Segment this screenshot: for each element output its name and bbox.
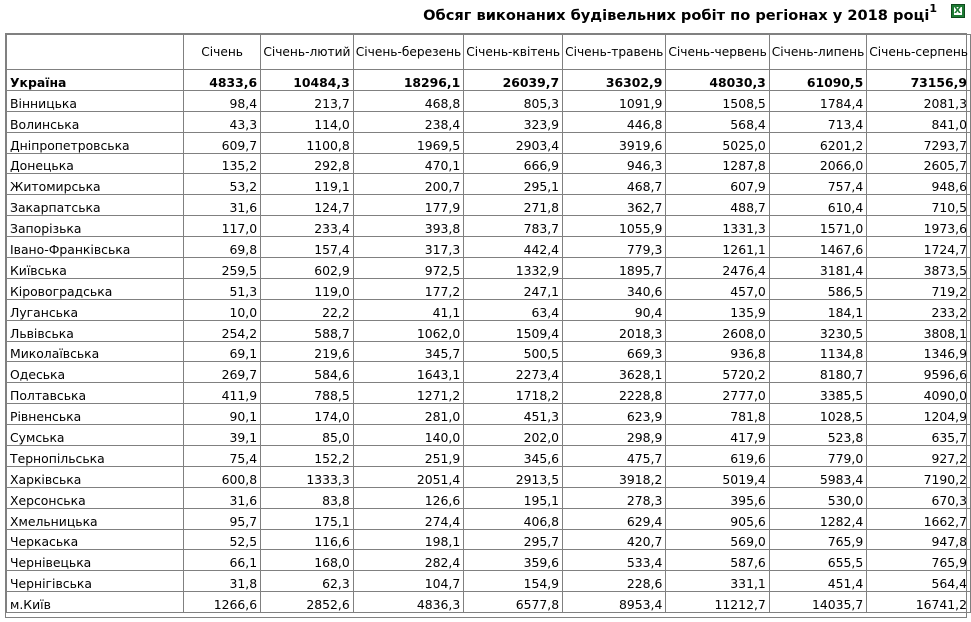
value-cell: 3230,5 xyxy=(769,320,866,341)
region-name: Черкаська xyxy=(7,529,184,550)
value-cell: 4090,0 xyxy=(867,383,971,404)
region-name: Сумська xyxy=(7,425,184,446)
value-cell: 41,1 xyxy=(353,299,464,320)
value-cell: 140,0 xyxy=(353,425,464,446)
value-cell: 295,1 xyxy=(464,174,563,195)
value-cell: 1287,8 xyxy=(666,153,769,174)
value-cell: 254,2 xyxy=(184,320,261,341)
value-cell: 946,3 xyxy=(563,153,666,174)
region-name: Кіровоградська xyxy=(7,278,184,299)
column-header: Січень-квітень xyxy=(464,35,563,70)
value-cell: 48030,3 xyxy=(666,70,769,91)
value-cell: 779,3 xyxy=(563,237,666,258)
title-footnote-link[interactable]: 1 xyxy=(929,2,937,15)
table-row xyxy=(7,383,971,404)
value-cell: 713,4 xyxy=(769,111,866,132)
value-cell: 417,9 xyxy=(666,425,769,446)
title-bar xyxy=(0,0,971,30)
value-cell: 635,7 xyxy=(867,425,971,446)
value-cell: 442,4 xyxy=(464,237,563,258)
value-cell: 43,3 xyxy=(184,111,261,132)
value-cell: 340,6 xyxy=(563,278,666,299)
value-cell: 5720,2 xyxy=(666,362,769,383)
value-cell: 116,6 xyxy=(261,529,354,550)
table-row xyxy=(7,341,971,362)
value-cell: 62,3 xyxy=(261,571,354,592)
table-row xyxy=(7,362,971,383)
region-name: Львівська xyxy=(7,320,184,341)
value-cell: 61090,5 xyxy=(769,70,866,91)
value-cell: 2018,3 xyxy=(563,320,666,341)
value-cell: 278,3 xyxy=(563,487,666,508)
value-cell: 765,9 xyxy=(769,529,866,550)
region-name: Луганська xyxy=(7,299,184,320)
region-name: Івано-Франківська xyxy=(7,237,184,258)
value-cell: 586,5 xyxy=(769,278,866,299)
value-cell: 972,5 xyxy=(353,258,464,279)
value-cell: 670,3 xyxy=(867,487,971,508)
value-cell: 295,7 xyxy=(464,529,563,550)
value-cell: 602,9 xyxy=(261,258,354,279)
value-cell: 198,1 xyxy=(353,529,464,550)
value-cell: 936,8 xyxy=(666,341,769,362)
table-row xyxy=(7,571,971,592)
value-cell: 31,6 xyxy=(184,195,261,216)
table-row xyxy=(7,529,971,550)
value-cell: 588,7 xyxy=(261,320,354,341)
value-cell: 281,0 xyxy=(353,404,464,425)
value-cell: 117,0 xyxy=(184,216,261,237)
value-cell: 1134,8 xyxy=(769,341,866,362)
value-cell: 2605,7 xyxy=(867,153,971,174)
value-cell: 5983,4 xyxy=(769,466,866,487)
table-row xyxy=(7,195,971,216)
region-name: Чернівецька xyxy=(7,550,184,571)
value-cell: 666,9 xyxy=(464,153,563,174)
value-cell: 11212,7 xyxy=(666,592,769,613)
header-row xyxy=(7,35,971,70)
value-cell: 1331,3 xyxy=(666,216,769,237)
value-cell: 228,6 xyxy=(563,571,666,592)
region-name: Запорізька xyxy=(7,216,184,237)
region-name: м.Київ xyxy=(7,592,184,613)
page-title xyxy=(423,4,937,24)
value-cell: 1266,6 xyxy=(184,592,261,613)
region-name: Рівненська xyxy=(7,404,184,425)
value-cell: 500,5 xyxy=(464,341,563,362)
value-cell: 126,6 xyxy=(353,487,464,508)
value-cell: 719,2 xyxy=(867,278,971,299)
value-cell: 757,4 xyxy=(769,174,866,195)
value-cell: 393,8 xyxy=(353,216,464,237)
value-cell: 14035,7 xyxy=(769,592,866,613)
region-name: Херсонська xyxy=(7,487,184,508)
value-cell: 1643,1 xyxy=(353,362,464,383)
value-cell: 927,2 xyxy=(867,446,971,467)
value-cell: 947,8 xyxy=(867,529,971,550)
value-cell: 457,0 xyxy=(666,278,769,299)
value-cell: 406,8 xyxy=(464,508,563,529)
value-cell: 1467,6 xyxy=(769,237,866,258)
value-cell: 195,1 xyxy=(464,487,563,508)
data-table xyxy=(6,34,971,613)
value-cell: 8953,4 xyxy=(563,592,666,613)
table-row xyxy=(7,320,971,341)
table-row xyxy=(7,425,971,446)
value-cell: 18296,1 xyxy=(353,70,464,91)
value-cell: 781,8 xyxy=(666,404,769,425)
region-name: Закарпатська xyxy=(7,195,184,216)
value-cell: 1895,7 xyxy=(563,258,666,279)
value-cell: 119,0 xyxy=(261,278,354,299)
value-cell: 948,6 xyxy=(867,174,971,195)
value-cell: 69,8 xyxy=(184,237,261,258)
region-name: Полтавська xyxy=(7,383,184,404)
value-cell: 213,7 xyxy=(261,90,354,111)
value-cell: 168,0 xyxy=(261,550,354,571)
value-cell: 90,1 xyxy=(184,404,261,425)
value-cell: 1718,2 xyxy=(464,383,563,404)
value-cell: 5019,4 xyxy=(666,466,769,487)
value-cell: 1346,9 xyxy=(867,341,971,362)
region-name: Вінницька xyxy=(7,90,184,111)
value-cell: 251,9 xyxy=(353,446,464,467)
value-cell: 359,6 xyxy=(464,550,563,571)
value-cell: 446,8 xyxy=(563,111,666,132)
value-cell: 610,4 xyxy=(769,195,866,216)
value-cell: 2903,4 xyxy=(464,132,563,153)
value-cell: 420,7 xyxy=(563,529,666,550)
value-cell: 475,7 xyxy=(563,446,666,467)
region-name: Донецька xyxy=(7,153,184,174)
value-cell: 238,4 xyxy=(353,111,464,132)
excel-icon[interactable] xyxy=(951,4,965,18)
value-cell: 9596,6 xyxy=(867,362,971,383)
region-name: Одеська xyxy=(7,362,184,383)
value-cell: 259,5 xyxy=(184,258,261,279)
value-cell: 3808,1 xyxy=(867,320,971,341)
column-header: Січень-липень xyxy=(769,35,866,70)
value-cell: 2608,0 xyxy=(666,320,769,341)
value-cell: 83,8 xyxy=(261,487,354,508)
value-cell: 1091,9 xyxy=(563,90,666,111)
value-cell: 1261,1 xyxy=(666,237,769,258)
value-cell: 95,7 xyxy=(184,508,261,529)
value-cell: 609,7 xyxy=(184,132,261,153)
table-row xyxy=(7,132,971,153)
value-cell: 587,6 xyxy=(666,550,769,571)
value-cell: 783,7 xyxy=(464,216,563,237)
value-cell: 135,9 xyxy=(666,299,769,320)
table-row xyxy=(7,111,971,132)
table-row xyxy=(7,550,971,571)
value-cell: 788,5 xyxy=(261,383,354,404)
value-cell: 53,2 xyxy=(184,174,261,195)
value-cell: 36302,9 xyxy=(563,70,666,91)
value-cell: 292,8 xyxy=(261,153,354,174)
column-header: Січень-травень xyxy=(563,35,666,70)
value-cell: 1332,9 xyxy=(464,258,563,279)
value-cell: 2051,4 xyxy=(353,466,464,487)
value-cell: 274,4 xyxy=(353,508,464,529)
value-cell: 16741,2 xyxy=(867,592,971,613)
value-cell: 114,0 xyxy=(261,111,354,132)
table-row xyxy=(7,466,971,487)
value-cell: 331,1 xyxy=(666,571,769,592)
value-cell: 219,6 xyxy=(261,341,354,362)
value-cell: 177,9 xyxy=(353,195,464,216)
value-cell: 10484,3 xyxy=(261,70,354,91)
value-cell: 200,7 xyxy=(353,174,464,195)
value-cell: 298,9 xyxy=(563,425,666,446)
total-row xyxy=(7,70,971,91)
value-cell: 345,6 xyxy=(464,446,563,467)
region-name: Україна xyxy=(7,70,184,91)
value-cell: 52,5 xyxy=(184,529,261,550)
table-row xyxy=(7,487,971,508)
value-cell: 1271,2 xyxy=(353,383,464,404)
value-cell: 1662,7 xyxy=(867,508,971,529)
value-cell: 269,7 xyxy=(184,362,261,383)
value-cell: 451,3 xyxy=(464,404,563,425)
value-cell: 468,7 xyxy=(563,174,666,195)
value-cell: 584,6 xyxy=(261,362,354,383)
value-cell: 184,1 xyxy=(769,299,866,320)
region-name: Волинська xyxy=(7,111,184,132)
value-cell: 530,0 xyxy=(769,487,866,508)
page-title-text: Обсяг виконаних будівельних робіт по регіонах у 2018 році xyxy=(423,6,930,24)
value-cell: 395,6 xyxy=(666,487,769,508)
value-cell: 569,0 xyxy=(666,529,769,550)
value-cell: 177,2 xyxy=(353,278,464,299)
table-row xyxy=(7,174,971,195)
value-cell: 805,3 xyxy=(464,90,563,111)
value-cell: 568,4 xyxy=(666,111,769,132)
value-cell: 655,5 xyxy=(769,550,866,571)
value-cell: 51,3 xyxy=(184,278,261,299)
value-cell: 623,9 xyxy=(563,404,666,425)
value-cell: 629,4 xyxy=(563,508,666,529)
value-cell: 669,3 xyxy=(563,341,666,362)
value-cell: 317,3 xyxy=(353,237,464,258)
value-cell: 2852,6 xyxy=(261,592,354,613)
value-cell: 1969,5 xyxy=(353,132,464,153)
region-name: Житомирська xyxy=(7,174,184,195)
value-cell: 345,7 xyxy=(353,341,464,362)
value-cell: 488,7 xyxy=(666,195,769,216)
value-cell: 619,6 xyxy=(666,446,769,467)
value-cell: 607,9 xyxy=(666,174,769,195)
value-cell: 98,4 xyxy=(184,90,261,111)
value-cell: 175,1 xyxy=(261,508,354,529)
value-cell: 600,8 xyxy=(184,466,261,487)
value-cell: 1028,5 xyxy=(769,404,866,425)
header-corner-cell xyxy=(7,35,184,70)
value-cell: 1062,0 xyxy=(353,320,464,341)
value-cell: 1204,9 xyxy=(867,404,971,425)
table-row xyxy=(7,446,971,467)
value-cell: 3919,6 xyxy=(563,132,666,153)
value-cell: 202,0 xyxy=(464,425,563,446)
value-cell: 7293,7 xyxy=(867,132,971,153)
value-cell: 31,6 xyxy=(184,487,261,508)
value-cell: 124,7 xyxy=(261,195,354,216)
value-cell: 323,9 xyxy=(464,111,563,132)
value-cell: 66,1 xyxy=(184,550,261,571)
value-cell: 63,4 xyxy=(464,299,563,320)
table-row xyxy=(7,299,971,320)
value-cell: 135,2 xyxy=(184,153,261,174)
value-cell: 69,1 xyxy=(184,341,261,362)
value-cell: 468,8 xyxy=(353,90,464,111)
value-cell: 1509,4 xyxy=(464,320,563,341)
column-header: Січень-червень xyxy=(666,35,769,70)
value-cell: 271,8 xyxy=(464,195,563,216)
table-row xyxy=(7,153,971,174)
value-cell: 779,0 xyxy=(769,446,866,467)
value-cell: 1282,4 xyxy=(769,508,866,529)
value-cell: 7190,2 xyxy=(867,466,971,487)
table-row xyxy=(7,592,971,613)
table-row xyxy=(7,237,971,258)
region-name: Тернопільська xyxy=(7,446,184,467)
value-cell: 3918,2 xyxy=(563,466,666,487)
table-row xyxy=(7,258,971,279)
column-header: Січень-серпень xyxy=(867,35,971,70)
value-cell: 3385,5 xyxy=(769,383,866,404)
region-name: Дніпропетровська xyxy=(7,132,184,153)
region-name: Хмельницька xyxy=(7,508,184,529)
value-cell: 451,4 xyxy=(769,571,866,592)
value-cell: 157,4 xyxy=(261,237,354,258)
table-row xyxy=(7,508,971,529)
table-row xyxy=(7,404,971,425)
column-header: Січень xyxy=(184,35,261,70)
value-cell: 2273,4 xyxy=(464,362,563,383)
value-cell: 362,7 xyxy=(563,195,666,216)
value-cell: 6201,2 xyxy=(769,132,866,153)
table-row xyxy=(7,90,971,111)
value-cell: 247,1 xyxy=(464,278,563,299)
table-row xyxy=(7,216,971,237)
value-cell: 765,9 xyxy=(867,550,971,571)
value-cell: 10,0 xyxy=(184,299,261,320)
value-cell: 1508,5 xyxy=(666,90,769,111)
value-cell: 119,1 xyxy=(261,174,354,195)
value-cell: 2913,5 xyxy=(464,466,563,487)
region-name: Чернігівська xyxy=(7,571,184,592)
value-cell: 282,4 xyxy=(353,550,464,571)
value-cell: 564,4 xyxy=(867,571,971,592)
value-cell: 1724,7 xyxy=(867,237,971,258)
value-cell: 152,2 xyxy=(261,446,354,467)
value-cell: 31,8 xyxy=(184,571,261,592)
value-cell: 2228,8 xyxy=(563,383,666,404)
value-cell: 3873,5 xyxy=(867,258,971,279)
value-cell: 174,0 xyxy=(261,404,354,425)
value-cell: 1333,3 xyxy=(261,466,354,487)
value-cell: 75,4 xyxy=(184,446,261,467)
value-cell: 710,5 xyxy=(867,195,971,216)
value-cell: 233,4 xyxy=(261,216,354,237)
value-cell: 154,9 xyxy=(464,571,563,592)
value-cell: 6577,8 xyxy=(464,592,563,613)
value-cell: 8180,7 xyxy=(769,362,866,383)
value-cell: 1784,4 xyxy=(769,90,866,111)
value-cell: 3181,4 xyxy=(769,258,866,279)
value-cell: 26039,7 xyxy=(464,70,563,91)
value-cell: 2777,0 xyxy=(666,383,769,404)
region-name: Миколаївська xyxy=(7,341,184,362)
value-cell: 523,8 xyxy=(769,425,866,446)
table-row xyxy=(7,278,971,299)
column-header: Січень-березень xyxy=(353,35,464,70)
region-name: Харківська xyxy=(7,466,184,487)
value-cell: 22,2 xyxy=(261,299,354,320)
value-cell: 2066,0 xyxy=(769,153,866,174)
value-cell: 90,4 xyxy=(563,299,666,320)
value-cell: 85,0 xyxy=(261,425,354,446)
value-cell: 1100,8 xyxy=(261,132,354,153)
value-cell: 470,1 xyxy=(353,153,464,174)
value-cell: 3628,1 xyxy=(563,362,666,383)
value-cell: 104,7 xyxy=(353,571,464,592)
value-cell: 905,6 xyxy=(666,508,769,529)
value-cell: 533,4 xyxy=(563,550,666,571)
value-cell: 841,0 xyxy=(867,111,971,132)
column-header: Січень-лютий xyxy=(261,35,354,70)
value-cell: 1055,9 xyxy=(563,216,666,237)
value-cell: 39,1 xyxy=(184,425,261,446)
value-cell: 1973,6 xyxy=(867,216,971,237)
value-cell: 411,9 xyxy=(184,383,261,404)
value-cell: 4836,3 xyxy=(353,592,464,613)
region-name: Київська xyxy=(7,258,184,279)
value-cell: 233,2 xyxy=(867,299,971,320)
value-cell: 1571,0 xyxy=(769,216,866,237)
value-cell: 73156,9 xyxy=(867,70,971,91)
value-cell: 2081,3 xyxy=(867,90,971,111)
value-cell: 4833,6 xyxy=(184,70,261,91)
value-cell: 2476,4 xyxy=(666,258,769,279)
value-cell: 5025,0 xyxy=(666,132,769,153)
